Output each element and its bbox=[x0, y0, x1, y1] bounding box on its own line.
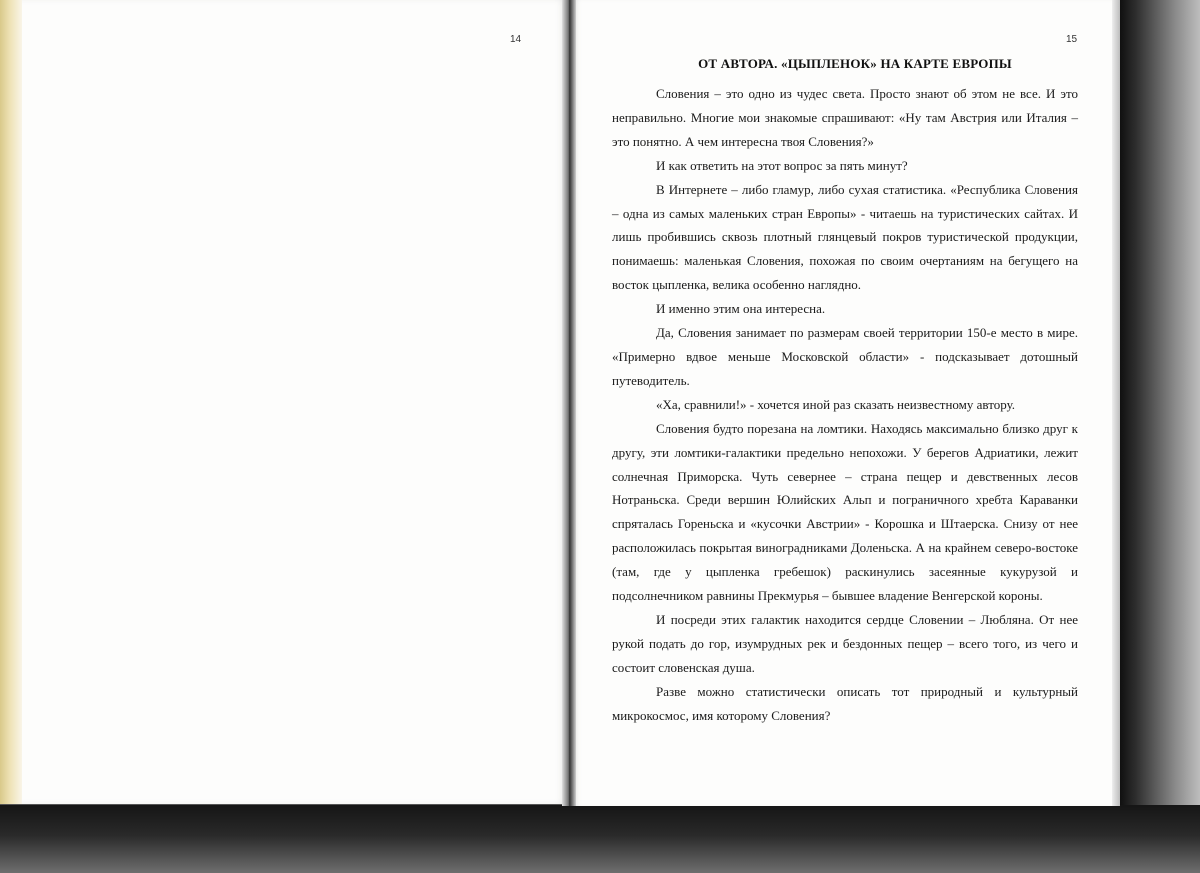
paragraph: Да, Словения занимает по размерам своей территории 150-е место в мире. «Примерно вдвое меньше Московской области» - подсказывает дотошный путеводитель. bbox=[612, 325, 1078, 388]
body-text bbox=[612, 82, 1078, 727]
paragraph: И как ответить на этот вопрос за пять минут? bbox=[656, 157, 908, 173]
paragraph: «Ха, сравнили!» - хочется иной раз сказать неизвестному автору. bbox=[656, 396, 1016, 412]
right-page-number: 15 bbox=[1066, 34, 1078, 45]
paragraph: В Интернете – либо гламур, либо сухая статистика. «Республика Словения – одна из самых маленьких стран Европы» - читаешь на туристических сайтах. И лишь пробившись сквозь плотный глянцевый покров туристической продукции, понимаешь: маленькая Словения, похожая по своим очертаниям на бегущего на восток цыпленка, велика особенно наглядно. bbox=[612, 181, 1078, 293]
paragraph: И именно этим она интересна. bbox=[656, 301, 826, 317]
book-gutter bbox=[562, 0, 576, 806]
paragraph: Словения – это одно из чудес света. Просто знают об этом не все. И это неправильно. Многие мои знакомые спрашивают: «Ну там Австрия или Италия – это понятно. А чем интересна твоя Словения?» bbox=[612, 86, 1078, 149]
paragraph: Разве можно статистически описать тот природный и культурный микрокосмос, имя которому Словения? bbox=[612, 683, 1078, 723]
chapter-title: ОТ АВТОРА. «ЦЫПЛЕНОК» НА КАРТЕ ЕВРОПЫ bbox=[698, 56, 1012, 71]
scanner-background-right bbox=[1120, 0, 1200, 873]
left-page-edge bbox=[0, 0, 22, 804]
left-page-number: 14 bbox=[510, 34, 522, 45]
paragraph: Словения будто порезана на ломтики. Находясь максимально близко друг к другу, эти ломтики-галактики предельно непохожи. У берегов Адриатики, лежит солнечная Приморска. Чуть севернее – страна пещер и девственных лесов Нотраньска. Среди вершин Юлийских Альп и пограничного хребта Караванки спряталась Гореньска и «кусочки Австрии» - Корошка и Штаерска. Снизу от нее расположилась покрытая виноградниками Доленьска. А на крайнем северо-востоке (там, где у цыпленка гребешок) раскинулись засеянные кукурузой и подсолнечником равнины Прекмурья – бывшее владение Венгерской короны. bbox=[612, 420, 1078, 604]
paragraph: И посреди этих галактик находится сердце Словении – Любляна. От нее рукой подать до гор, изумрудных рек и бездонных пещер – всего того, из чего и состоит словенская душа. bbox=[612, 611, 1078, 675]
left-page bbox=[0, 0, 568, 804]
right-page-edge bbox=[1112, 0, 1120, 806]
scanner-bottom-area bbox=[0, 805, 1200, 873]
